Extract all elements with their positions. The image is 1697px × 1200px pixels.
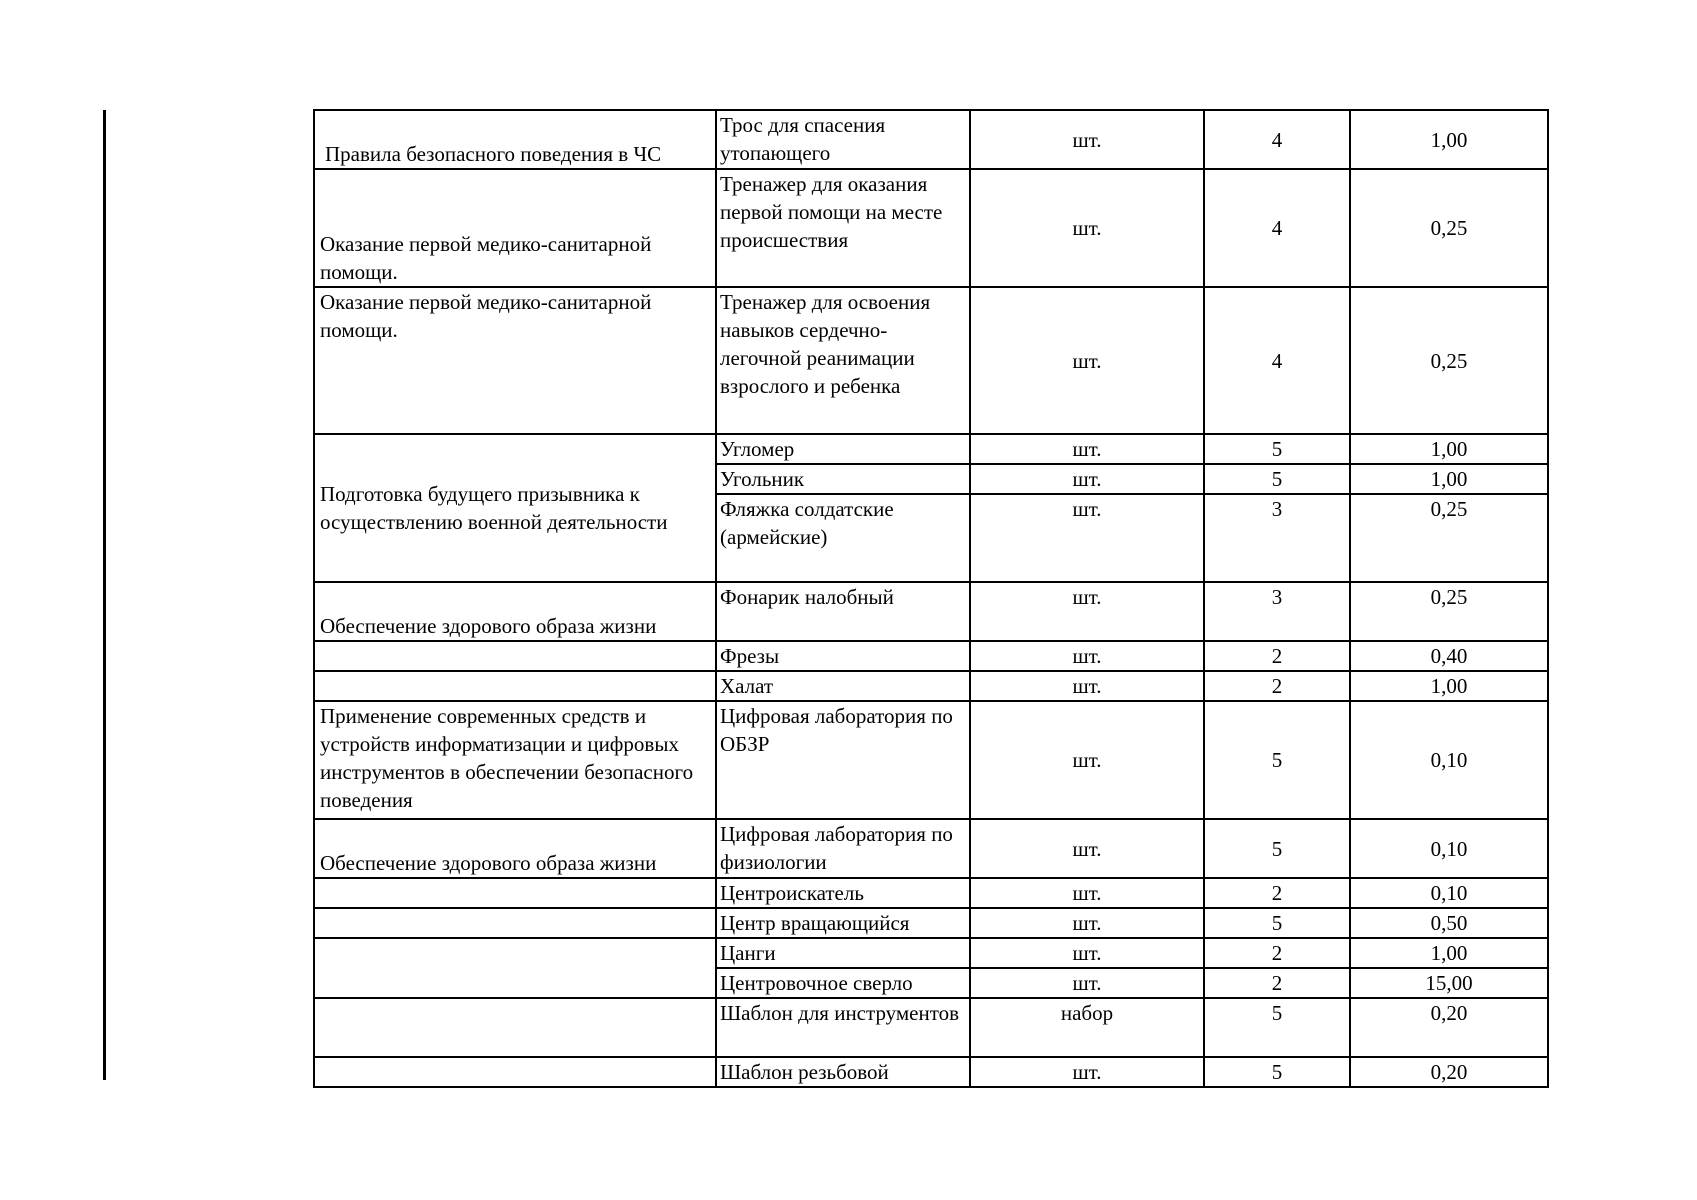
table-row [314, 582, 1548, 641]
topic-cell: Подготовка будущего призывника к осуществлению военной деятельности [314, 434, 716, 582]
quantity-cell: 4 [1204, 287, 1350, 434]
coefficient-cell: 1,00 [1350, 464, 1548, 494]
table-row [314, 287, 1548, 434]
item-cell: Центр вращающийся [716, 908, 970, 938]
unit-cell: шт. [970, 110, 1204, 169]
topic-cell [314, 908, 716, 938]
quantity-cell: 5 [1204, 701, 1350, 819]
topic-cell [314, 998, 716, 1057]
unit-cell: шт. [970, 819, 1204, 878]
unit-cell: шт. [970, 671, 1204, 701]
unit-cell: шт. [970, 878, 1204, 908]
topic-cell: Оказание первой медико-санитарной помощи. [314, 287, 716, 434]
item-cell: Центроискатель [716, 878, 970, 908]
unit-cell: набор [970, 998, 1204, 1057]
item-cell: Цифровая лаборатория по ОБЗР [716, 701, 970, 819]
coefficient-cell: 1,00 [1350, 671, 1548, 701]
item-cell: Угольник [716, 464, 970, 494]
item-cell: Тренажер для освоения навыков сердечно-легочной реанимации взрослого и ребенка [716, 287, 970, 434]
item-cell: Центровочное сверло [716, 968, 970, 998]
item-cell: Трос для спасения утопающего [716, 110, 970, 169]
quantity-cell: 3 [1204, 582, 1350, 641]
item-cell: Фонарик налобный [716, 582, 970, 641]
coefficient-cell: 0,10 [1350, 878, 1548, 908]
topic-cell [314, 938, 716, 998]
coefficient-cell: 0,10 [1350, 819, 1548, 878]
unit-cell: шт. [970, 1057, 1204, 1087]
table-row [314, 938, 1548, 968]
item-cell: Шаблон резьбовой [716, 1057, 970, 1087]
coefficient-cell: 0,20 [1350, 998, 1548, 1057]
quantity-cell: 3 [1204, 494, 1350, 582]
table-row [314, 998, 1548, 1057]
coefficient-cell: 0,25 [1350, 287, 1548, 434]
coefficient-cell: 15,00 [1350, 968, 1548, 998]
unit-cell: шт. [970, 434, 1204, 464]
table-row [314, 671, 1548, 701]
item-cell: Цифровая лаборатория по физиологии [716, 819, 970, 878]
quantity-cell: 5 [1204, 1057, 1350, 1087]
topic-cell: Правила безопасного поведения в ЧС [314, 110, 716, 169]
unit-cell: шт. [970, 494, 1204, 582]
item-cell: Шаблон для инструментов [716, 998, 970, 1057]
quantity-cell: 2 [1204, 968, 1350, 998]
item-cell: Фляжка солдатские (армейские) [716, 494, 970, 582]
topic-cell [314, 641, 716, 671]
topic-cell: Обеспечение здорового образа жизни [314, 582, 716, 641]
left-margin-rule [103, 110, 106, 1080]
table-row [314, 110, 1548, 169]
table-row [314, 878, 1548, 908]
topic-cell [314, 878, 716, 908]
item-cell: Тренажер для оказания первой помощи на месте происшествия [716, 169, 970, 287]
topic-cell: Обеспечение здорового образа жизни [314, 819, 716, 878]
unit-cell: шт. [970, 169, 1204, 287]
quantity-cell: 2 [1204, 671, 1350, 701]
topic-cell: Применение современных средств и устройств информатизации и цифровых инструментов в обеспечении безопасного поведения [314, 701, 716, 819]
unit-cell: шт. [970, 908, 1204, 938]
topic-cell [314, 671, 716, 701]
coefficient-cell: 1,00 [1350, 938, 1548, 968]
unit-cell: шт. [970, 938, 1204, 968]
coefficient-cell: 0,25 [1350, 494, 1548, 582]
quantity-cell: 2 [1204, 938, 1350, 968]
unit-cell: шт. [970, 968, 1204, 998]
quantity-cell: 2 [1204, 878, 1350, 908]
item-cell: Халат [716, 671, 970, 701]
coefficient-cell: 0,25 [1350, 169, 1548, 287]
quantity-cell: 5 [1204, 908, 1350, 938]
coefficient-cell: 0,10 [1350, 701, 1548, 819]
quantity-cell: 5 [1204, 434, 1350, 464]
table-row [314, 434, 1548, 464]
unit-cell: шт. [970, 641, 1204, 671]
quantity-cell: 4 [1204, 169, 1350, 287]
quantity-cell: 5 [1204, 819, 1350, 878]
coefficient-cell: 0,50 [1350, 908, 1548, 938]
table-row [314, 908, 1548, 938]
quantity-cell: 5 [1204, 998, 1350, 1057]
topic-cell [314, 1057, 716, 1087]
table-row [314, 169, 1548, 287]
item-cell: Фрезы [716, 641, 970, 671]
table-row [314, 1057, 1548, 1087]
item-cell: Угломер [716, 434, 970, 464]
quantity-cell: 4 [1204, 110, 1350, 169]
unit-cell: шт. [970, 701, 1204, 819]
table-row [314, 819, 1548, 878]
coefficient-cell: 1,00 [1350, 434, 1548, 464]
unit-cell: шт. [970, 287, 1204, 434]
quantity-cell: 2 [1204, 641, 1350, 671]
coefficient-cell: 0,25 [1350, 582, 1548, 641]
coefficient-cell: 0,40 [1350, 641, 1548, 671]
topic-cell: Оказание первой медико-санитарной помощи. [314, 169, 716, 287]
quantity-cell: 5 [1204, 464, 1350, 494]
table-row [314, 641, 1548, 671]
table-row [314, 701, 1548, 819]
coefficient-cell: 0,20 [1350, 1057, 1548, 1087]
coefficient-cell: 1,00 [1350, 110, 1548, 169]
unit-cell: шт. [970, 464, 1204, 494]
equipment-table [313, 109, 1549, 1088]
item-cell: Цанги [716, 938, 970, 968]
unit-cell: шт. [970, 582, 1204, 641]
